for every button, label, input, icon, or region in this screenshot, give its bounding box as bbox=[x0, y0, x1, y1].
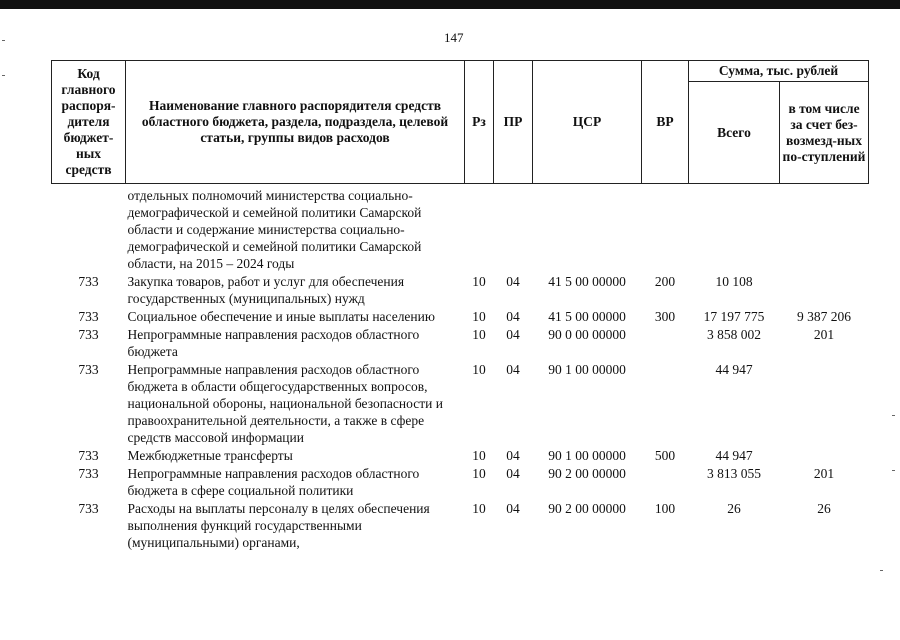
scan-speck bbox=[2, 40, 5, 41]
cell-rz: 10 bbox=[472, 466, 486, 481]
cell-pr: 04 bbox=[506, 448, 520, 463]
cell-free-receipts: 26 bbox=[817, 501, 831, 516]
cell-csr: 90 0 00 00000 bbox=[548, 327, 626, 342]
cell-total: 17 197 775 bbox=[703, 309, 765, 324]
budget-table bbox=[51, 60, 869, 552]
cell-pr: 04 bbox=[506, 466, 520, 481]
cell-rz: 10 bbox=[472, 501, 486, 516]
cell-code: 733 bbox=[78, 309, 99, 324]
cell-csr: 41 5 00 00000 bbox=[548, 274, 626, 289]
cell-free-receipts bbox=[780, 447, 869, 465]
cell-code: 733 bbox=[78, 501, 99, 516]
cell-vr: 300 bbox=[654, 309, 676, 324]
cell-vr: 500 bbox=[654, 448, 676, 463]
table-row bbox=[52, 500, 869, 552]
cell-name: Расходы на выплаты персоналу в целях обеспечения выполнения функций государственными (муниципальными) органами, bbox=[127, 501, 430, 550]
cell-vr: 100 bbox=[654, 501, 676, 516]
cell-csr bbox=[533, 184, 642, 274]
cell-free-receipts: 201 bbox=[813, 327, 835, 342]
header-vr: ВР bbox=[642, 61, 689, 184]
cell-name: Закупка товаров, работ и услуг для обеспечения государственных (муниципальных) нужд bbox=[127, 274, 405, 306]
header-total: Всего bbox=[689, 82, 780, 184]
cell-name: Межбюджетные трансферты bbox=[127, 448, 293, 463]
header-free-receipts: в том числе за счет без-возмезд-ных по-ступлений bbox=[780, 82, 869, 184]
cell-code: 733 bbox=[78, 466, 99, 481]
cell-rz: 10 bbox=[472, 448, 486, 463]
cell-name: Социальное обеспечение и иные выплаты населению bbox=[127, 309, 435, 324]
scan-speck bbox=[880, 570, 883, 571]
header-code: Код главного распоря-дителя бюджет-ных средств bbox=[52, 61, 126, 184]
cell-name: Непрограммные направления расходов областного бюджета bbox=[127, 327, 420, 359]
scan-speck bbox=[892, 415, 895, 416]
header-rz: Рз bbox=[465, 61, 494, 184]
cell-pr: 04 bbox=[506, 327, 520, 342]
cell-csr: 90 1 00 00000 bbox=[548, 448, 626, 463]
cell-code: 733 bbox=[78, 327, 99, 342]
cell-free-receipts: 201 bbox=[813, 466, 835, 481]
scan-speck bbox=[2, 75, 5, 76]
cell-free-receipts bbox=[780, 184, 869, 274]
cell-total: 10 108 bbox=[715, 274, 753, 289]
cell-name: Непрограммные направления расходов областного бюджета в сфере социальной политики bbox=[127, 466, 420, 498]
cell-name: отдельных полномочий министерства социально-демографической и семейной политики Самарской области и содержание министерства социально-демографической и семейной политики Самарской области, на 2015 – 2024 годы bbox=[127, 188, 422, 271]
table-row bbox=[52, 326, 869, 361]
table-row bbox=[52, 308, 869, 326]
cell-csr: 41 5 00 00000 bbox=[548, 309, 626, 324]
header-sum-group: Сумма, тыс. рублей bbox=[689, 61, 869, 82]
table-row bbox=[52, 361, 869, 447]
cell-pr bbox=[494, 184, 533, 274]
cell-total: 3 858 002 bbox=[707, 327, 761, 342]
cell-pr: 04 bbox=[506, 309, 520, 324]
cell-free-receipts bbox=[780, 361, 869, 447]
page-top-border bbox=[0, 0, 900, 9]
table-row bbox=[52, 465, 869, 500]
cell-name: Непрограммные направления расходов областного бюджета в области общегосударственных вопросов, национальной обороны, национальной безопасности и правоохранительной деятельности, а также в сфере средств массовой информации bbox=[127, 362, 443, 445]
cell-vr bbox=[642, 184, 689, 274]
cell-rz: 10 bbox=[472, 327, 486, 342]
cell-pr: 04 bbox=[506, 274, 520, 289]
header-name: Наименование главного распорядителя средств областного бюджета, раздела, подраздела, целевой статьи, группы видов расходов bbox=[126, 61, 465, 184]
cell-free-receipts bbox=[780, 273, 869, 308]
page-number: 147 bbox=[444, 30, 464, 45]
table-row bbox=[52, 184, 869, 274]
cell-code: 733 bbox=[78, 448, 99, 463]
table-body bbox=[52, 184, 869, 553]
cell-total: 3 813 055 bbox=[707, 466, 761, 481]
cell-free-receipts: 9 387 206 bbox=[797, 309, 851, 324]
cell-total: 26 bbox=[727, 501, 741, 516]
scan-speck bbox=[892, 470, 895, 471]
cell-code bbox=[52, 184, 126, 274]
table-row bbox=[52, 273, 869, 308]
cell-rz: 10 bbox=[472, 362, 486, 377]
cell-rz bbox=[465, 184, 494, 274]
header-pr: ПР bbox=[494, 61, 533, 184]
cell-total: 44 947 bbox=[715, 448, 753, 463]
cell-vr bbox=[642, 465, 689, 500]
table-row bbox=[52, 447, 869, 465]
cell-vr: 200 bbox=[654, 274, 676, 289]
cell-pr: 04 bbox=[506, 501, 520, 516]
cell-total bbox=[689, 184, 780, 274]
cell-vr bbox=[642, 361, 689, 447]
cell-vr bbox=[642, 326, 689, 361]
cell-rz: 10 bbox=[472, 309, 486, 324]
cell-pr: 04 bbox=[506, 362, 520, 377]
cell-code: 733 bbox=[78, 274, 99, 289]
cell-rz: 10 bbox=[472, 274, 486, 289]
cell-csr: 90 2 00 00000 bbox=[548, 501, 626, 516]
cell-code: 733 bbox=[78, 362, 99, 377]
table-header bbox=[52, 61, 869, 184]
cell-total: 44 947 bbox=[715, 362, 753, 377]
header-csr: ЦСР bbox=[533, 61, 642, 184]
cell-csr: 90 2 00 00000 bbox=[548, 466, 626, 481]
cell-csr: 90 1 00 00000 bbox=[548, 362, 626, 377]
